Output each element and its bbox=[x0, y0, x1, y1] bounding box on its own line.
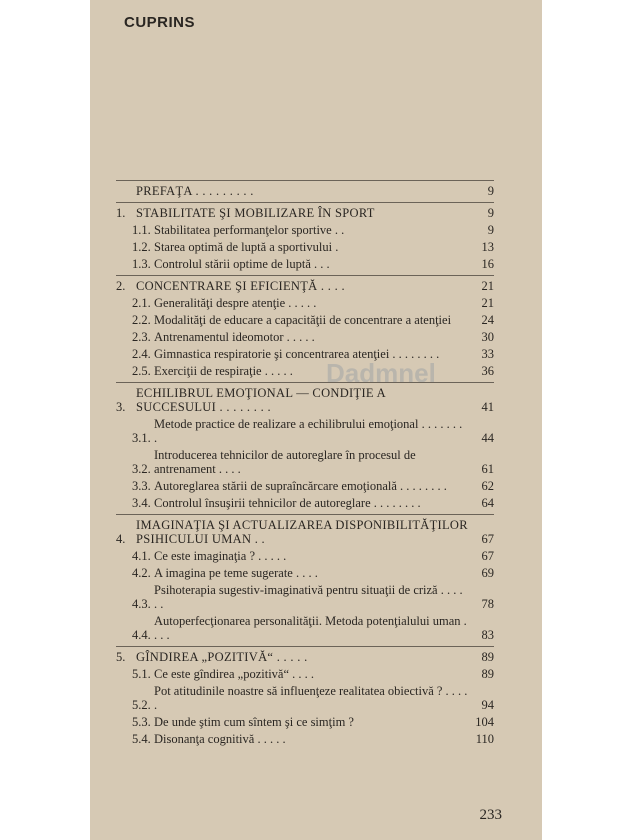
entry-title: A imagina pe teme sugerate . . . . bbox=[154, 566, 318, 580]
entry-title: Antrenamentul ideomotor . . . . . bbox=[154, 330, 315, 344]
entry-title: Pot atitudinile noastre să influenţeze realitatea obiectivă ? . . . . . bbox=[154, 684, 468, 712]
toc-section-entry bbox=[116, 566, 494, 580]
toc-section-entry bbox=[116, 448, 494, 476]
entry-number: 2.5. bbox=[132, 364, 151, 378]
toc-section-entry bbox=[116, 496, 494, 510]
entry-title: Metode practice de realizare a echilibrului emoţional . . . . . . . . bbox=[154, 417, 463, 445]
entry-page: 61 bbox=[481, 462, 494, 476]
entry-page: 24 bbox=[481, 313, 494, 327]
toc-section-entry bbox=[116, 223, 494, 237]
entry-page: 9 bbox=[487, 223, 494, 237]
toc-chapter-entry bbox=[116, 514, 494, 546]
entry-number: 4.3. bbox=[132, 597, 151, 611]
entry-page: 64 bbox=[481, 496, 494, 510]
entry-title: Psihoterapia sugestiv-imaginativă pentru situaţii de criză . . . . . . bbox=[154, 583, 463, 611]
entry-page: 83 bbox=[481, 628, 494, 642]
entry-number: 2.1. bbox=[132, 296, 151, 310]
entry-title: PREFAŢA . . . . . . . . . bbox=[136, 184, 254, 198]
entry-page: 30 bbox=[481, 330, 494, 344]
entry-title: Gimnastica respiratorie şi concentrarea atenţiei . . . . . . . . bbox=[154, 347, 440, 361]
entry-number: 5. bbox=[116, 650, 126, 664]
entry-number: 2.4. bbox=[132, 347, 151, 361]
entry-title: Autoperfecţionarea personalităţii. Metoda potenţialului uman . . . . bbox=[154, 614, 467, 642]
entry-title: De unde ştim cum sîntem şi ce simţim ? bbox=[154, 715, 354, 729]
entry-title: Starea optimă de luptă a sportivului . bbox=[154, 240, 339, 254]
entry-number: 1. bbox=[116, 206, 126, 220]
entry-title: ECHILIBRUL EMOŢIONAL — CONDIŢIE A SUCCESULUI . . . . . . . . bbox=[136, 386, 386, 414]
entry-page: 78 bbox=[481, 597, 494, 611]
entry-number: 5.2. bbox=[132, 698, 151, 712]
toc-section-entry bbox=[116, 684, 494, 712]
entry-page: 33 bbox=[481, 347, 494, 361]
entry-number: 3.3. bbox=[132, 479, 151, 493]
entry-page: 21 bbox=[481, 296, 494, 310]
toc-chapter-entry bbox=[116, 180, 494, 198]
entry-page: 89 bbox=[481, 667, 494, 681]
page-number: 233 bbox=[479, 807, 502, 823]
entry-title: GÎNDIREA „POZITIVĂ“ . . . . . bbox=[136, 650, 308, 664]
entry-number: 3.1. bbox=[132, 431, 151, 445]
entry-page: 89 bbox=[481, 650, 494, 664]
entry-page: 69 bbox=[481, 566, 494, 580]
entry-number: 1.2. bbox=[132, 240, 151, 254]
entry-number: 4. bbox=[116, 532, 126, 546]
entry-page: 67 bbox=[481, 549, 494, 563]
toc-section-entry bbox=[116, 549, 494, 563]
entry-page: 36 bbox=[481, 364, 494, 378]
entry-number: 1.3. bbox=[132, 257, 151, 271]
toc-section-entry bbox=[116, 583, 494, 611]
entry-number: 2.3. bbox=[132, 330, 151, 344]
toc-section-entry bbox=[116, 417, 494, 445]
toc-chapter-entry bbox=[116, 646, 494, 664]
entry-number: 3.2. bbox=[132, 462, 151, 476]
entry-page: 94 bbox=[481, 698, 494, 712]
entry-number: 4.1. bbox=[132, 549, 151, 563]
entry-title: STABILITATE ŞI MOBILIZARE ÎN SPORT bbox=[136, 206, 375, 220]
toc-section-entry bbox=[116, 296, 494, 310]
entry-page: 21 bbox=[481, 279, 494, 293]
entry-title: Controlul însuşirii tehnicilor de autoreglare . . . . . . . . bbox=[154, 496, 421, 510]
entry-title: Exerciţii de respiraţie . . . . . bbox=[154, 364, 293, 378]
entry-page: 9 bbox=[487, 206, 494, 220]
entry-number: 5.4. bbox=[132, 732, 151, 746]
entry-title: IMAGINAŢIA ŞI ACTUALIZAREA DISPONIBILITĂŢILOR PSIHICULUI UMAN . . bbox=[136, 518, 468, 546]
toc-chapter-entry bbox=[116, 382, 494, 414]
entry-title: Autoreglarea stării de supraîncărcare emoţională . . . . . . . . bbox=[154, 479, 447, 493]
toc-section-entry bbox=[116, 347, 494, 361]
toc-section-entry bbox=[116, 715, 494, 729]
book-page bbox=[90, 0, 542, 840]
toc-section-entry bbox=[116, 479, 494, 493]
entry-number: 5.1. bbox=[132, 667, 151, 681]
entry-number: 2.2. bbox=[132, 313, 151, 327]
toc-section-entry bbox=[116, 732, 494, 746]
entry-page: 62 bbox=[481, 479, 494, 493]
entry-page: 16 bbox=[481, 257, 494, 271]
toc-section-entry bbox=[116, 313, 494, 327]
entry-number: 2. bbox=[116, 279, 126, 293]
entry-number: 3. bbox=[116, 400, 126, 414]
toc-section-entry bbox=[116, 330, 494, 344]
toc-chapter-entry bbox=[116, 275, 494, 293]
table-of-contents bbox=[116, 176, 494, 749]
entry-page: 44 bbox=[481, 431, 494, 445]
entry-number: 4.2. bbox=[132, 566, 151, 580]
toc-section-entry bbox=[116, 614, 494, 642]
entry-number: 5.3. bbox=[132, 715, 151, 729]
watermark-logo: Dadmnel bbox=[326, 358, 436, 388]
entry-page: 9 bbox=[487, 184, 494, 198]
entry-page: 13 bbox=[481, 240, 494, 254]
entry-number: 3.4. bbox=[132, 496, 151, 510]
entry-title: Ce este gîndirea „pozitivă“ . . . . bbox=[154, 667, 315, 681]
toc-section-entry bbox=[116, 364, 494, 378]
entry-page: 67 bbox=[481, 532, 494, 546]
entry-title: Stabilitatea performanţelor sportive . . bbox=[154, 223, 345, 237]
entry-page: 104 bbox=[475, 715, 494, 729]
entry-title: CONCENTRARE ŞI EFICIENŢĂ . . . . bbox=[136, 279, 345, 293]
toc-section-entry bbox=[116, 257, 494, 271]
entry-title: Generalităţi despre atenţie . . . . . bbox=[154, 296, 317, 310]
entry-number: 4.4. bbox=[132, 628, 151, 642]
entry-title: Disonanţa cognitivă . . . . . bbox=[154, 732, 286, 746]
toc-section-entry bbox=[116, 667, 494, 681]
entry-title: Controlul stării optime de luptă . . . bbox=[154, 257, 330, 271]
toc-section-entry bbox=[116, 240, 494, 254]
entry-title: Ce este imaginaţia ? . . . . . bbox=[154, 549, 287, 563]
entry-title: Introducerea tehnicilor de autoreglare în procesul de antrenament . . . . bbox=[154, 448, 416, 476]
entry-number: 1.1. bbox=[132, 223, 151, 237]
entry-page: 110 bbox=[475, 732, 494, 746]
entry-page: 41 bbox=[481, 400, 494, 414]
page-title: CUPRINS bbox=[124, 14, 196, 31]
entry-title: Modalităţi de educare a capacităţii de concentrare a atenţiei bbox=[154, 313, 452, 327]
toc-chapter-entry bbox=[116, 202, 494, 220]
